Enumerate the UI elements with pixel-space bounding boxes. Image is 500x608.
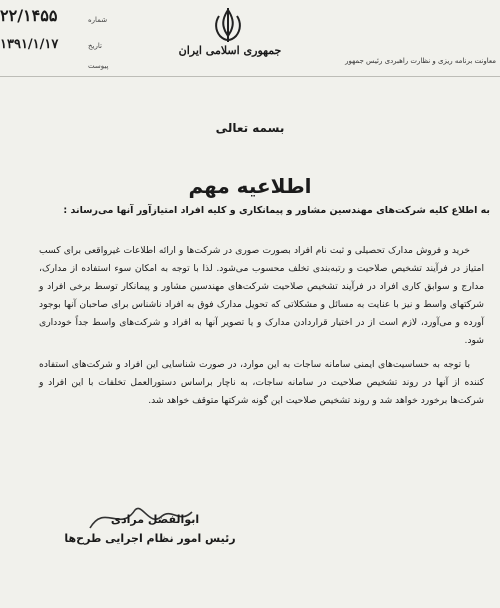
basmala: بسمه تعالی bbox=[215, 121, 285, 135]
letter-date: ۱۳۹۱/۱/۱۷ bbox=[0, 37, 59, 52]
header-divider bbox=[0, 76, 500, 77]
letter-body bbox=[39, 242, 484, 416]
republic-title: جمهوری اسلامی ایران bbox=[178, 44, 282, 57]
paragraph: با توجه به حساسیت‌های ایمنی سامانه ساجات به این موارد، در صورت شناسایی این افراد و شرکت‌های استفاده کننده از آنها در روند تشخیص صلاحیت در سامانه ساجات، به ناچار براساس دستورالعمل تخلفات با این افراد و شرکت‌ها برخورد خواهد شد و روند تشخیص صلاحیت این گونه شرکتها متوقف خواهد شد. bbox=[39, 359, 484, 406]
signer-name: ابوالفضل مرادی bbox=[110, 513, 200, 526]
office-name: معاونت برنامه ریزی و نظارت راهبردی رئیس جمهور bbox=[345, 57, 496, 65]
date-label: تاریخ bbox=[88, 42, 102, 50]
attachment-label: پیوست bbox=[88, 62, 109, 70]
paragraph: خرید و فروش مدارک تحصیلی و ثبت نام افراد بصورت صوری در شرکت‌ها و ارائه اطلاعات غیرواقعی برای کسب امتیاز در فرآیند تشخیص صلاحیت و رتبه‌بندی تخلف محسوب می‌شود. لذا با توجه به امکان سوء استفاده از مدارک، مدارج و سوابق کاری افراد در فرآیند تشخیص صلاحیت شرکت‌های مهندسین مشاور و پیمانکار توسط برخی افراد و شرکتهای واسط و نیز با عنایت به مسائل و مشکلاتی که تحویل مدارک فوق به افراد ناشناس برای صاحبان آنها بوجود آورده و می‌آورد، لازم است از در اختیار قراردادن مدارک و یا تصویر آنها به افراد و شرکت‌های واسط جداً خودداری شود. bbox=[39, 245, 484, 346]
iran-emblem-icon bbox=[210, 6, 246, 44]
address-line: به اطلاع کلیه شرکت‌های مهندسین مشاور و پیمانکاری و کلیه افراد امتیازآور آنها می‌رساند : bbox=[63, 205, 490, 216]
signer-title: رئیس امور نظام اجرایی طرح‌ها bbox=[64, 532, 236, 545]
notice-title: اطلاعیه مهم bbox=[188, 174, 312, 198]
letter-number: ۲۲/۱۴۵۵ bbox=[0, 6, 58, 25]
number-label: شماره bbox=[88, 16, 108, 24]
